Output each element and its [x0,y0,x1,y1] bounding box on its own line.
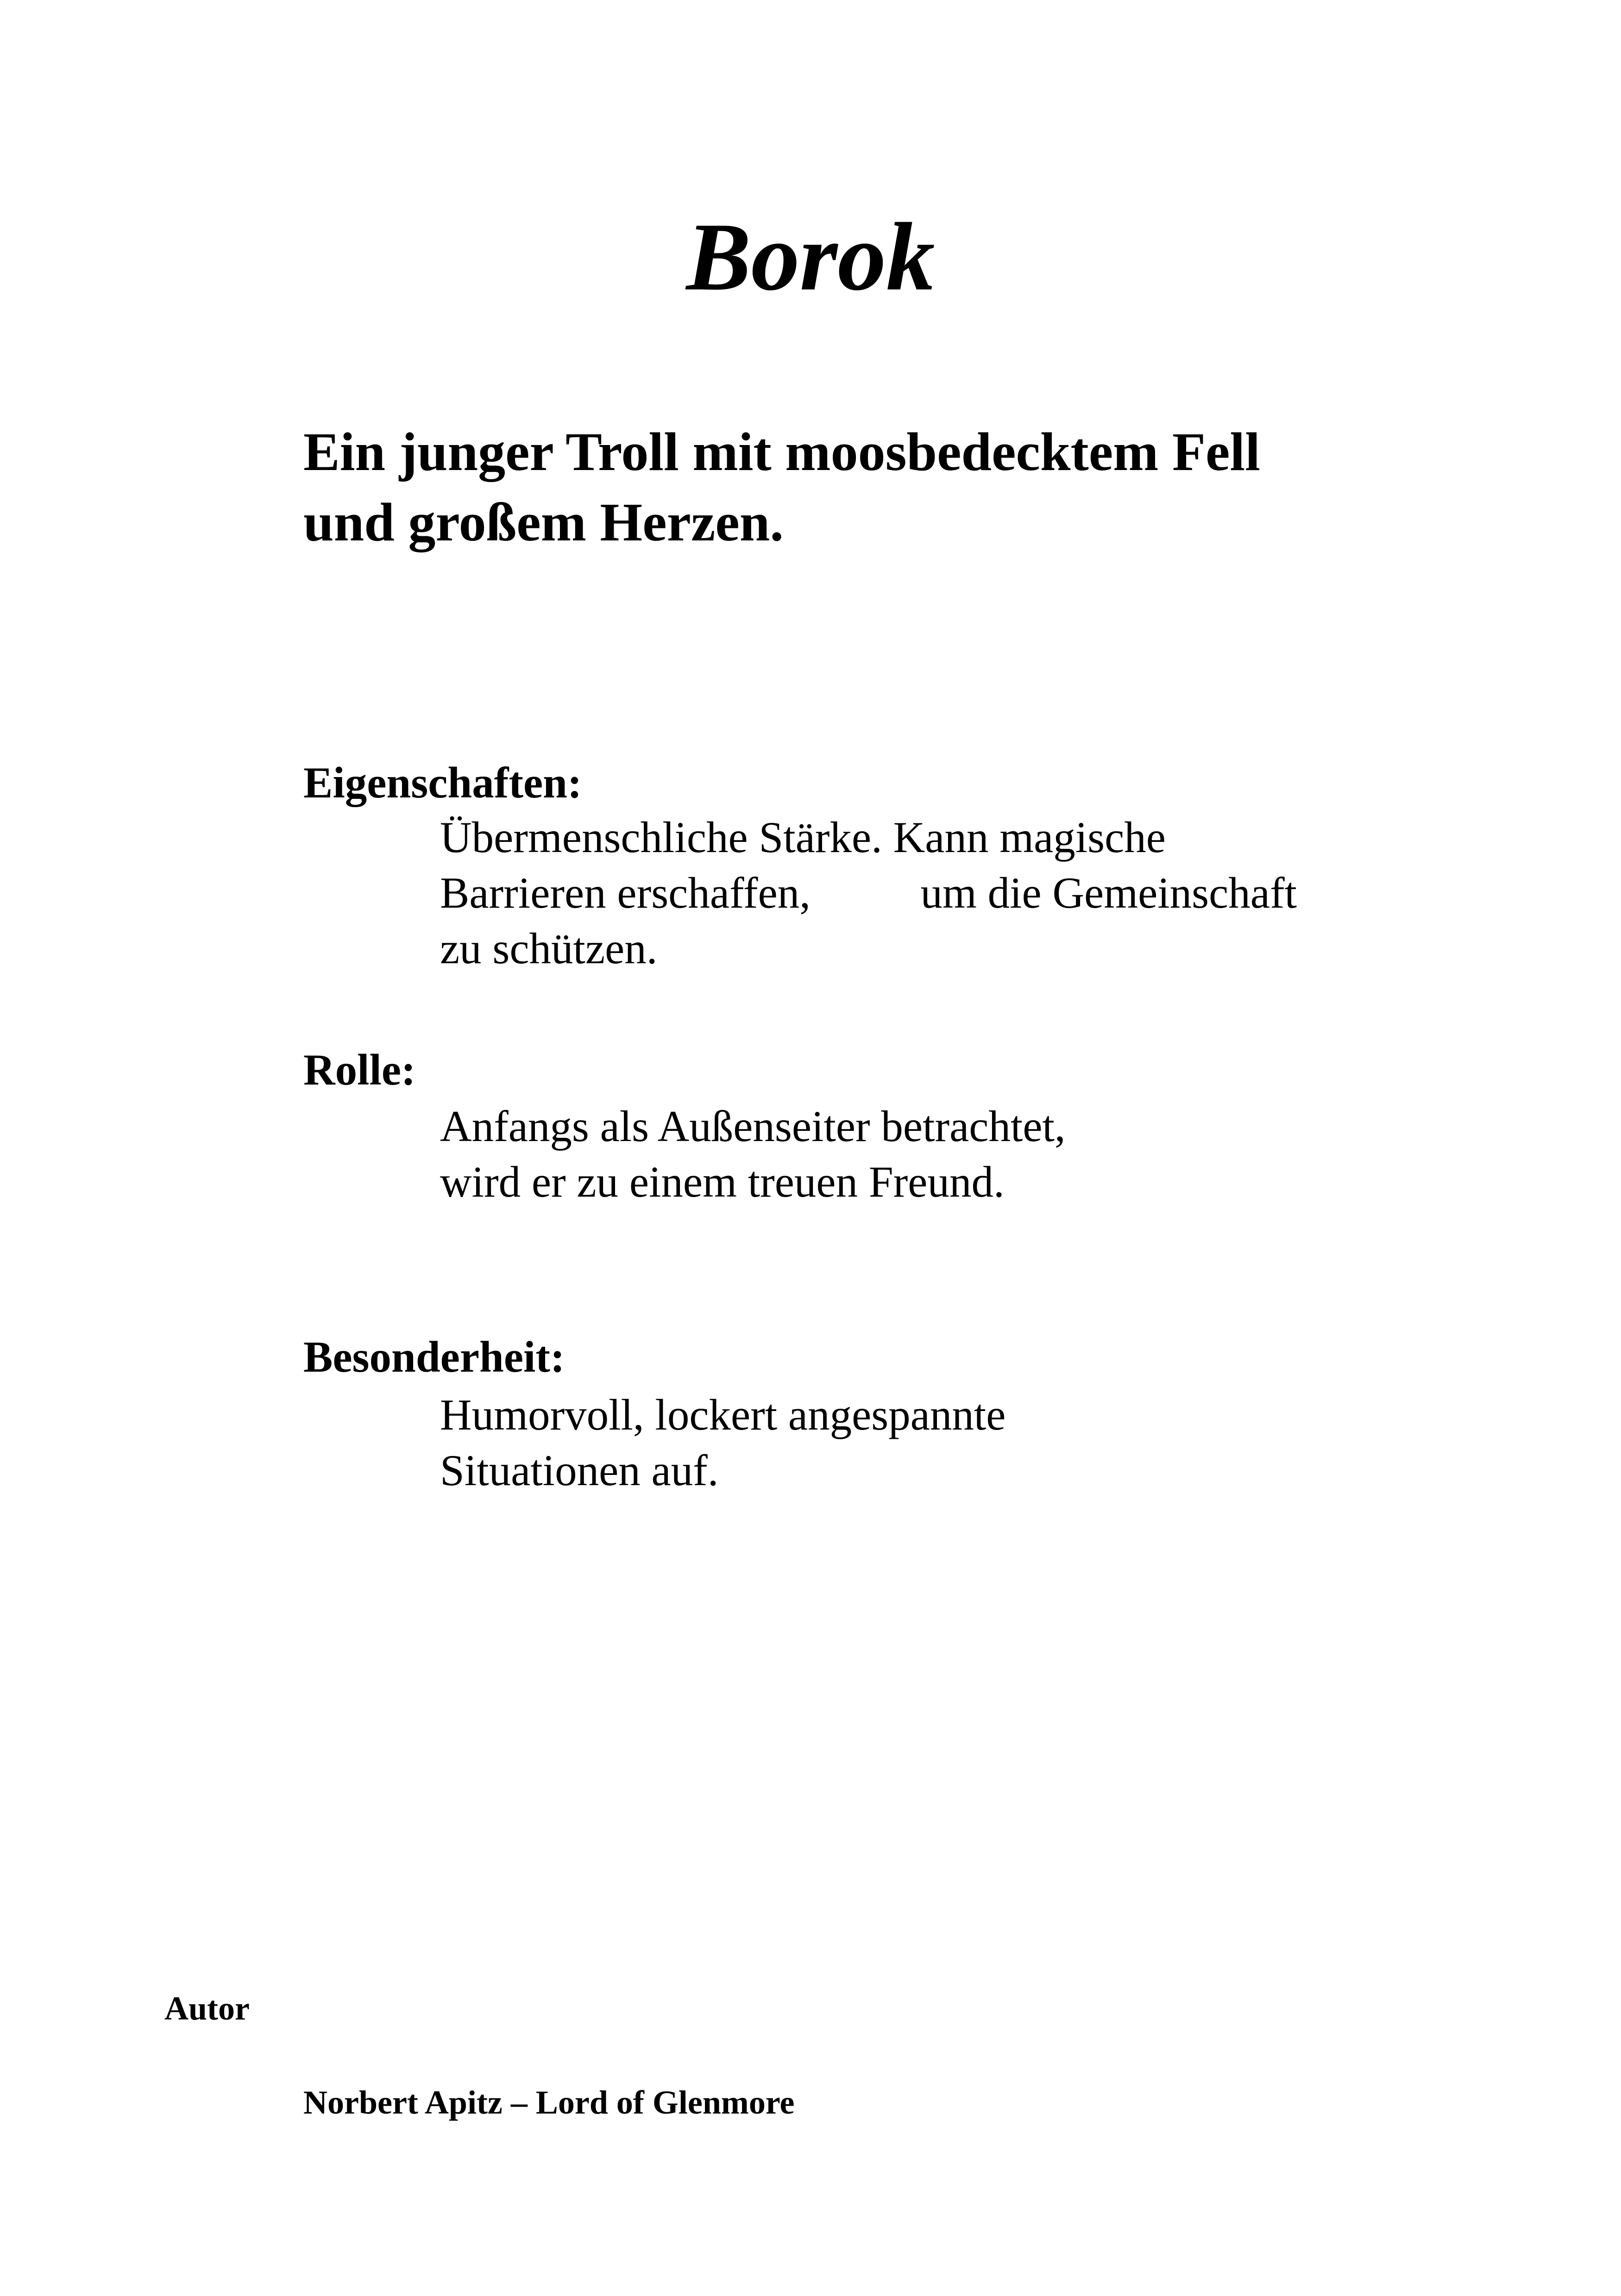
section-heading-eigenschaften: Eigenschaften: [303,758,582,807]
section-text-line: Übermenschliche Stärke. Kann magische [440,813,1166,862]
author-label: Autor [164,1990,250,2027]
subtitle [303,417,1508,558]
subtitle-line: Ein junger Troll mit moosbedecktem Fell [303,421,1260,482]
section-text-line: zu schützen. [440,924,658,973]
section-text-eigenschaften [440,809,1505,976]
section-heading-besonderheit: Besonderheit: [303,1332,565,1381]
page-title: Borok [686,203,935,311]
section-text-besonderheit [440,1387,1505,1498]
section-text-rolle [440,1098,1505,1210]
section-text-line: Humorvoll, lockert angespannte [440,1390,1006,1439]
section-text-line: wird er zu einem treuen Freund. [440,1157,1005,1206]
section-heading-rolle: Rolle: [303,1045,416,1094]
subtitle-line: und großem Herzen. [303,492,784,552]
author-name: Norbert Apitz – Lord of Glenmore [303,2084,795,2121]
section-text-line: Barrieren erschaffen, um die Gemeinschaft [440,868,1297,917]
section-text-line: Anfangs als Außenseiter betrachtet, [440,1102,1066,1151]
section-text-line: Situationen auf. [440,1446,719,1495]
